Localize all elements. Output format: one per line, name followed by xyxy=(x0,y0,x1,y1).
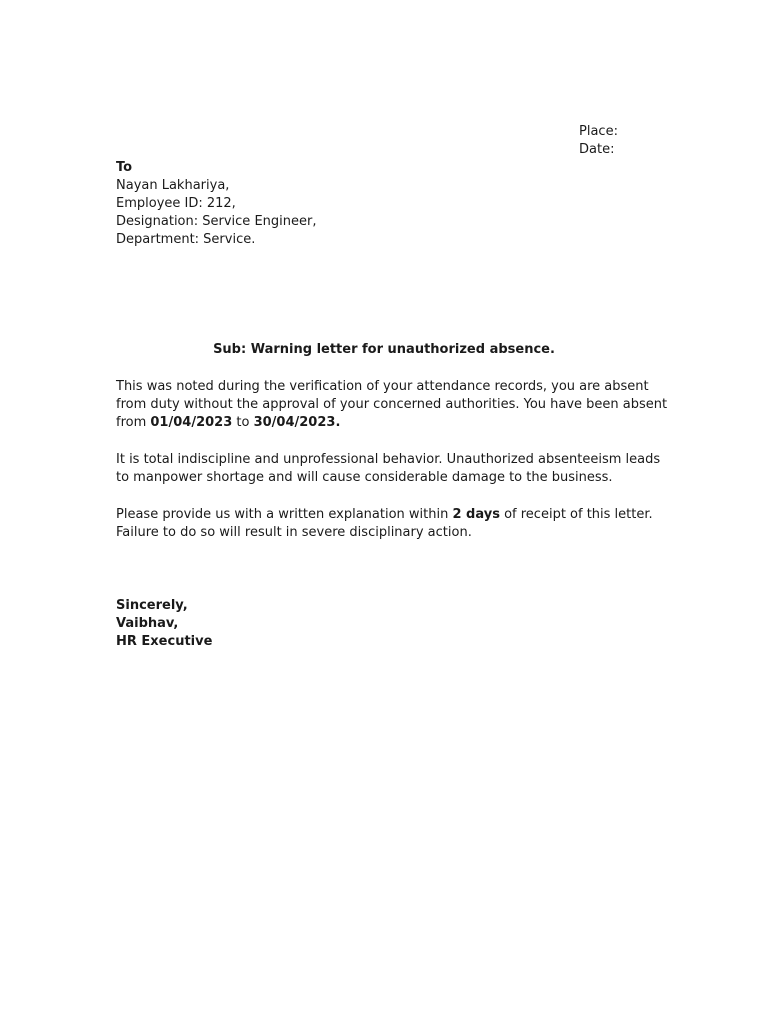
place-date-block xyxy=(579,123,618,159)
text-fragment: to xyxy=(232,415,254,430)
paragraph-line: Failure to do so will result in severe disciplinary action. xyxy=(116,525,472,540)
deadline-days: 2 days xyxy=(452,507,500,522)
date-to: 30/04/2023. xyxy=(253,415,341,430)
date-from: 01/04/2023 xyxy=(150,415,233,430)
closing: Sincerely, xyxy=(116,598,188,613)
date-label: Date: xyxy=(579,142,615,157)
subject-text: Sub: Warning letter for unauthorized absence. xyxy=(213,342,555,357)
paragraph-explanation xyxy=(116,506,676,542)
paragraph-line: This was noted during the verification of your attendance records, you are absent xyxy=(116,379,649,394)
employee-id: Employee ID: 212, xyxy=(116,196,236,211)
paragraph-line: to manpower shortage and will cause considerable damage to the business. xyxy=(116,470,613,485)
sender-title: HR Executive xyxy=(116,634,213,649)
place-label: Place: xyxy=(579,124,618,139)
paragraph-indiscipline xyxy=(116,451,676,487)
paragraph-attendance xyxy=(116,378,676,432)
recipient-name: Nayan Lakhariya, xyxy=(116,178,230,193)
text-fragment: of receipt of this letter. xyxy=(499,507,653,522)
paragraph-line xyxy=(116,506,676,524)
to-label: To xyxy=(116,160,133,175)
paragraph-line: from duty without the approval of your concerned authorities. You have been absent xyxy=(116,397,668,412)
designation: Designation: Service Engineer, xyxy=(116,214,317,229)
paragraph-line: It is total indiscipline and unprofessional behavior. Unauthorized absenteeism leads xyxy=(116,452,661,467)
text-fragment: Please provide us with a written explanation within xyxy=(116,507,453,522)
text-fragment: from xyxy=(116,415,151,430)
subject-line xyxy=(0,341,768,359)
paragraph-line xyxy=(116,414,676,432)
recipient-block xyxy=(116,159,316,249)
sender-name: Vaibhav, xyxy=(116,616,179,631)
department: Department: Service. xyxy=(116,232,256,247)
signoff-block xyxy=(116,597,212,651)
